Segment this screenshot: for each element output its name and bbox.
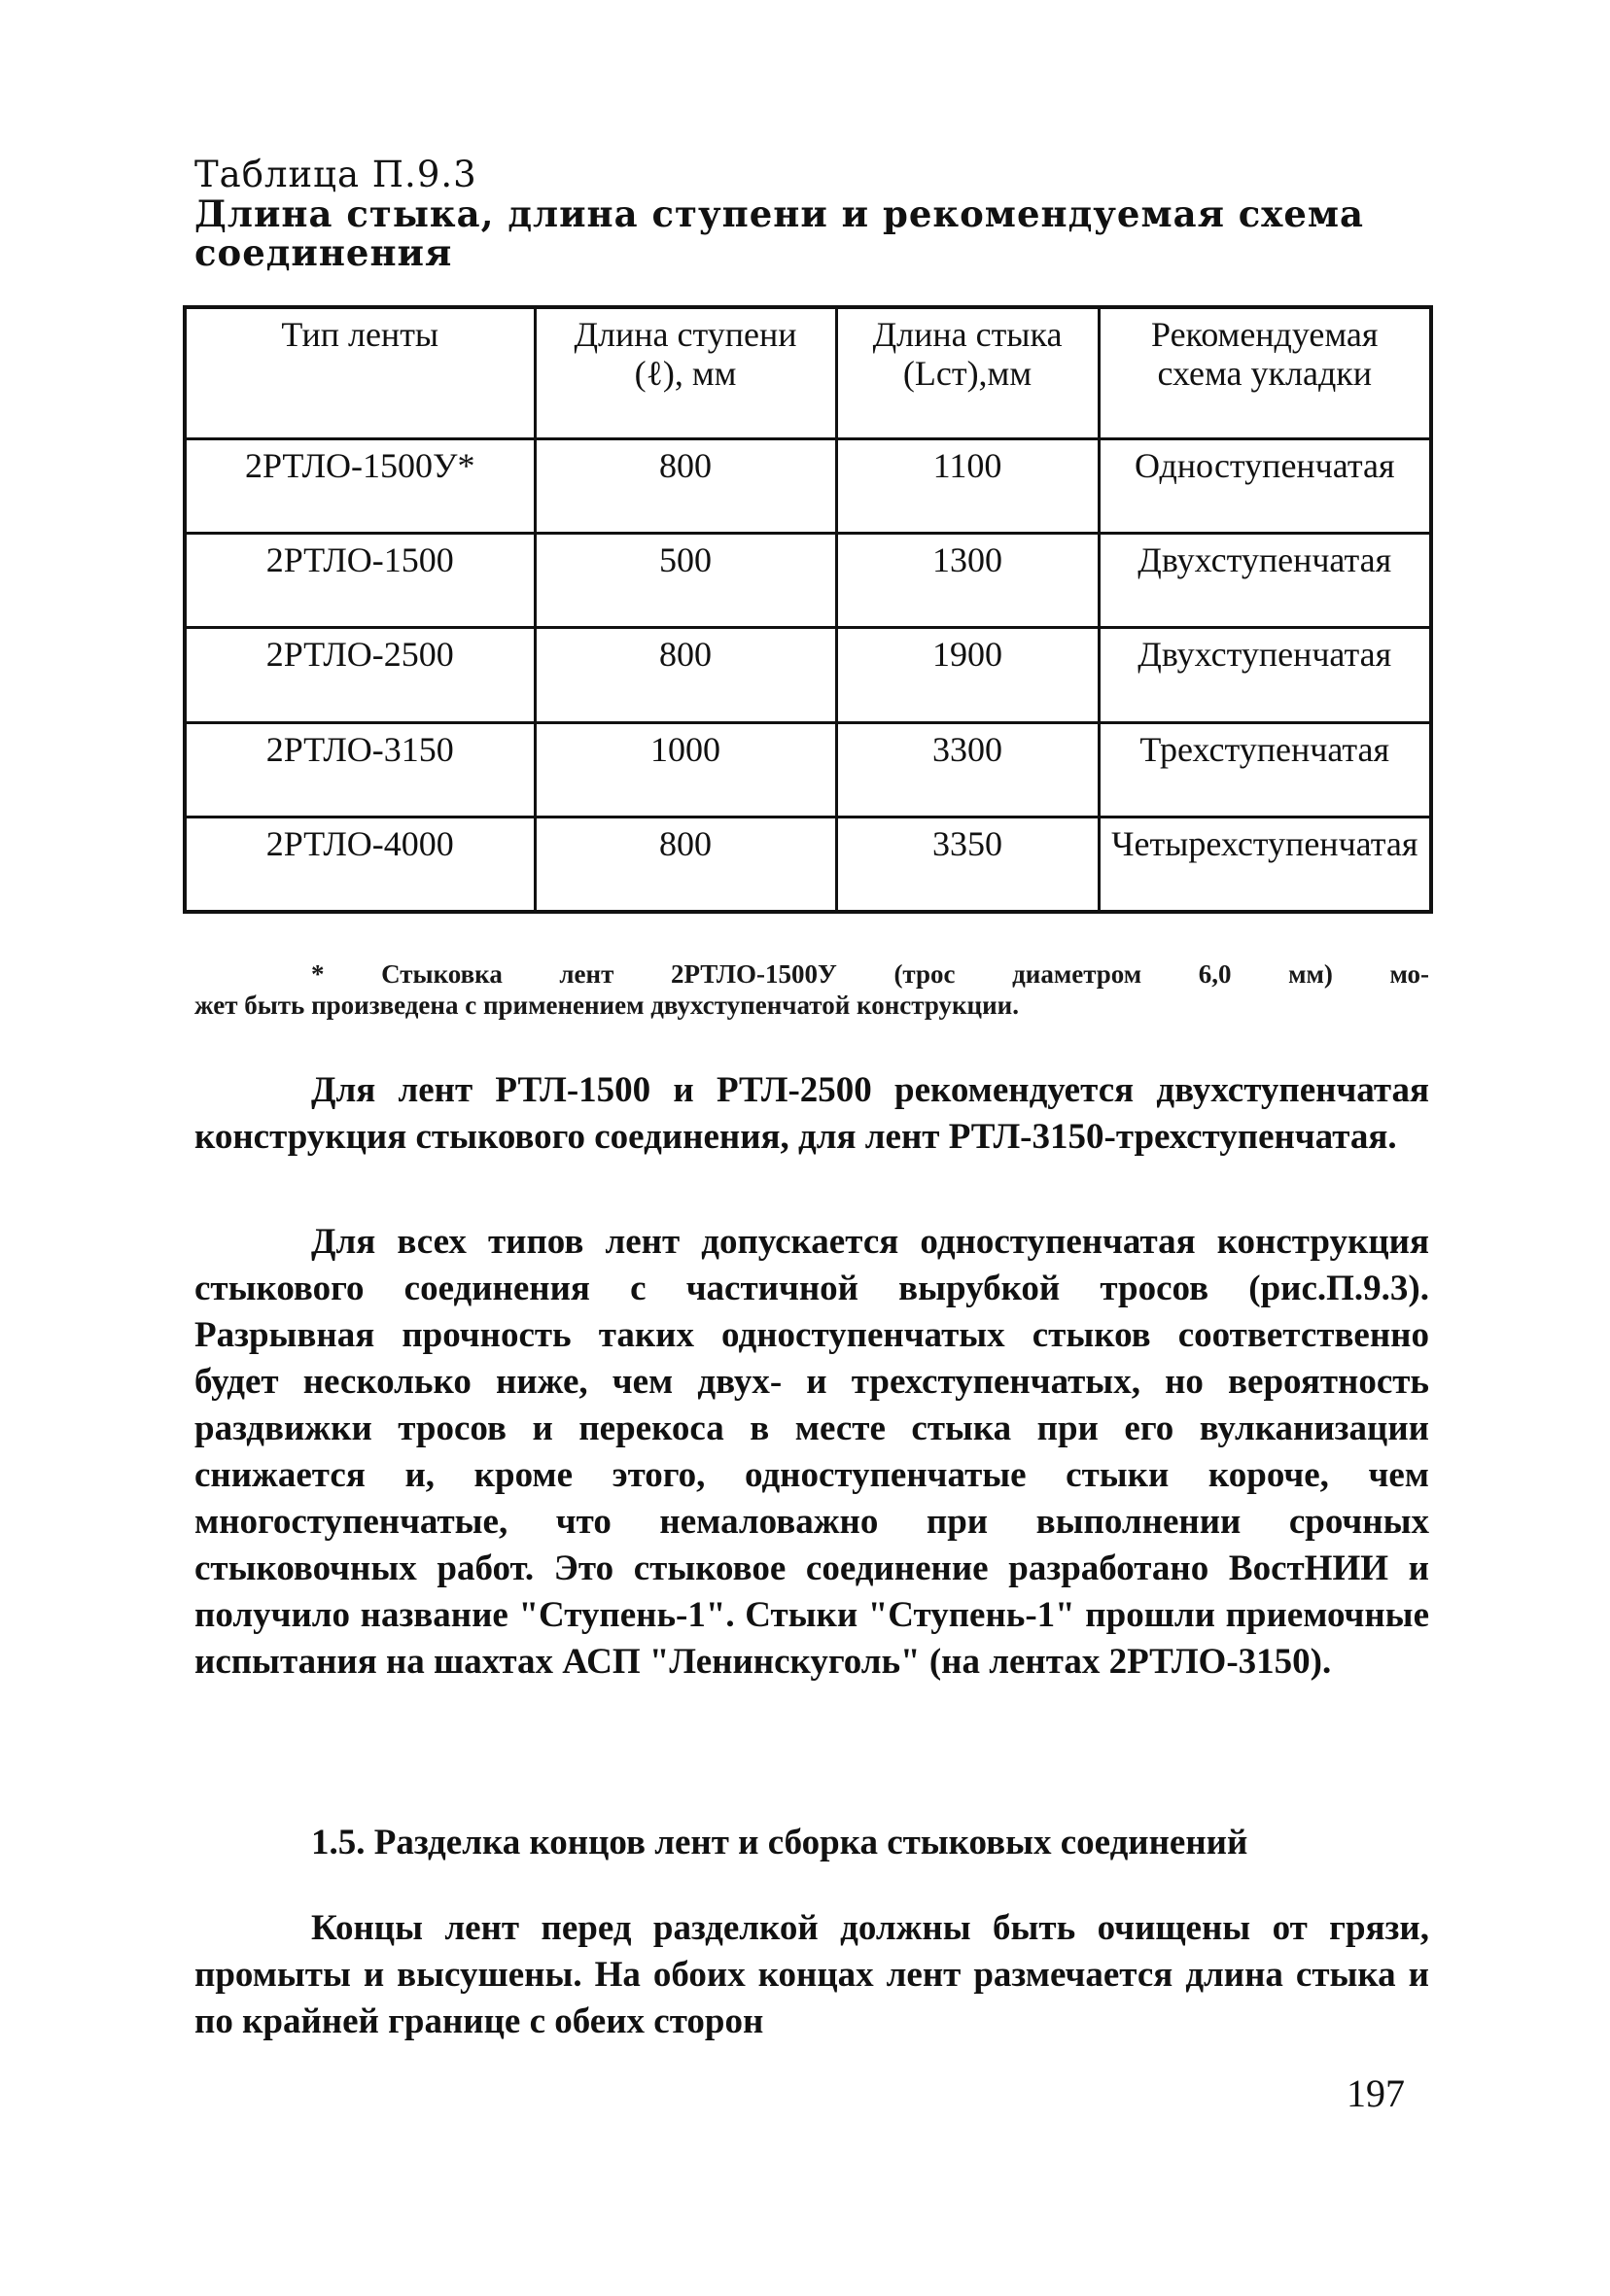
cell-scheme: Трехступенчатая: [1099, 722, 1431, 817]
table-caption: [194, 156, 1439, 272]
table-header-row: [185, 307, 1431, 439]
cell-belt-type: 2РТЛО-1500У*: [185, 439, 535, 534]
table-caption-title: Длина стыка, длина ступени и рекомендуемая схема соединения: [194, 192, 1365, 274]
paragraph-1: Для лент РТЛ-1500 и РТЛ-2500 рекомендуется двухступенчатая конструкция стыкового соединения, для лент РТЛ-3150-трехступенчатая.: [194, 1070, 1429, 1157]
cell-belt-type: 2РТЛО-4000: [185, 817, 535, 912]
footnote-line-2: жет быть произведена с применением двухступенчатой конструкции.: [194, 991, 1019, 1020]
cell-step-length: 1000: [535, 722, 836, 817]
cell-step-length: 800: [535, 817, 836, 912]
cell-joint-length: 1300: [836, 534, 1099, 628]
cell-belt-type: 2РТЛО-2500: [185, 628, 535, 722]
cell-joint-length: 3300: [836, 722, 1099, 817]
cell-belt-type: 2РТЛО-1500: [185, 534, 535, 628]
cell-scheme: Двухступенчатая: [1099, 628, 1431, 722]
table-footnote: [194, 958, 1429, 1021]
cell-scheme: Четырехступенчатая: [1099, 817, 1431, 912]
table-row: [185, 628, 1431, 722]
header-cell-scheme: Рекомендуемая схема укладки: [1099, 307, 1431, 439]
table-row: [185, 534, 1431, 628]
cell-scheme: Одноступенчатая: [1099, 439, 1431, 534]
footnote-line-1: * Стыковка лент 2РТЛО-1500У (трос диаметром 6,0 мм) мо-: [311, 959, 1429, 989]
cell-scheme: Двухступенчатая: [1099, 534, 1431, 628]
paragraph-2: Для всех типов лент допускается одноступенчатая конструкция стыкового соединения с частичной вырубкой тросов (рис.П.9.3). Разрывная прочность таких одноступенчатых стыков соответственно будет несколько ниже, чем двух- и трехступенчатых, но вероятность раздвижки тросов и перекоса в месте стыка при его вулканизации снижается и, кроме этого, одноступенчатые стыки короче, чем многоступенчатые, что немаловажно при выполнении срочных стыковочных работ. Это стыковое соединение разработано ВостНИИ и получило название "Ступень-1". Стыки "Ступень-1" прошли приемочные испытания на шахтах АСП "Ленинскуголь" (на лентах 2РТЛО-3150).: [194, 1222, 1429, 1682]
cell-step-length: 800: [535, 628, 836, 722]
cell-belt-type: 2РТЛО-3150: [185, 722, 535, 817]
cell-step-length: 800: [535, 439, 836, 534]
table-caption-label: Таблица П.9.3: [194, 154, 477, 195]
table-row: [185, 817, 1431, 912]
table-row: [185, 439, 1431, 534]
data-table: [183, 305, 1433, 914]
table-row: [185, 722, 1431, 817]
header-cell-step-length: Длина ступени (ℓ), мм: [535, 307, 836, 439]
page-number: 197: [1347, 2071, 1405, 2115]
cell-joint-length: 1100: [836, 439, 1099, 534]
header-cell-type: Тип ленты: [185, 307, 535, 439]
cell-joint-length: 3350: [836, 817, 1099, 912]
section-heading: 1.5. Разделка концов лент и сборка стыковых соединений: [311, 1823, 1248, 1862]
cell-joint-length: 1900: [836, 628, 1099, 722]
header-cell-joint-length: Длина стыка (Lст),мм: [836, 307, 1099, 439]
cell-step-length: 500: [535, 534, 836, 628]
section-paragraph: Концы лент перед разделкой должны быть очищены от грязи, промыты и высушены. На обоих концах лент размечается длина стыка и по крайней границе с обеих сторон: [194, 1908, 1429, 2041]
